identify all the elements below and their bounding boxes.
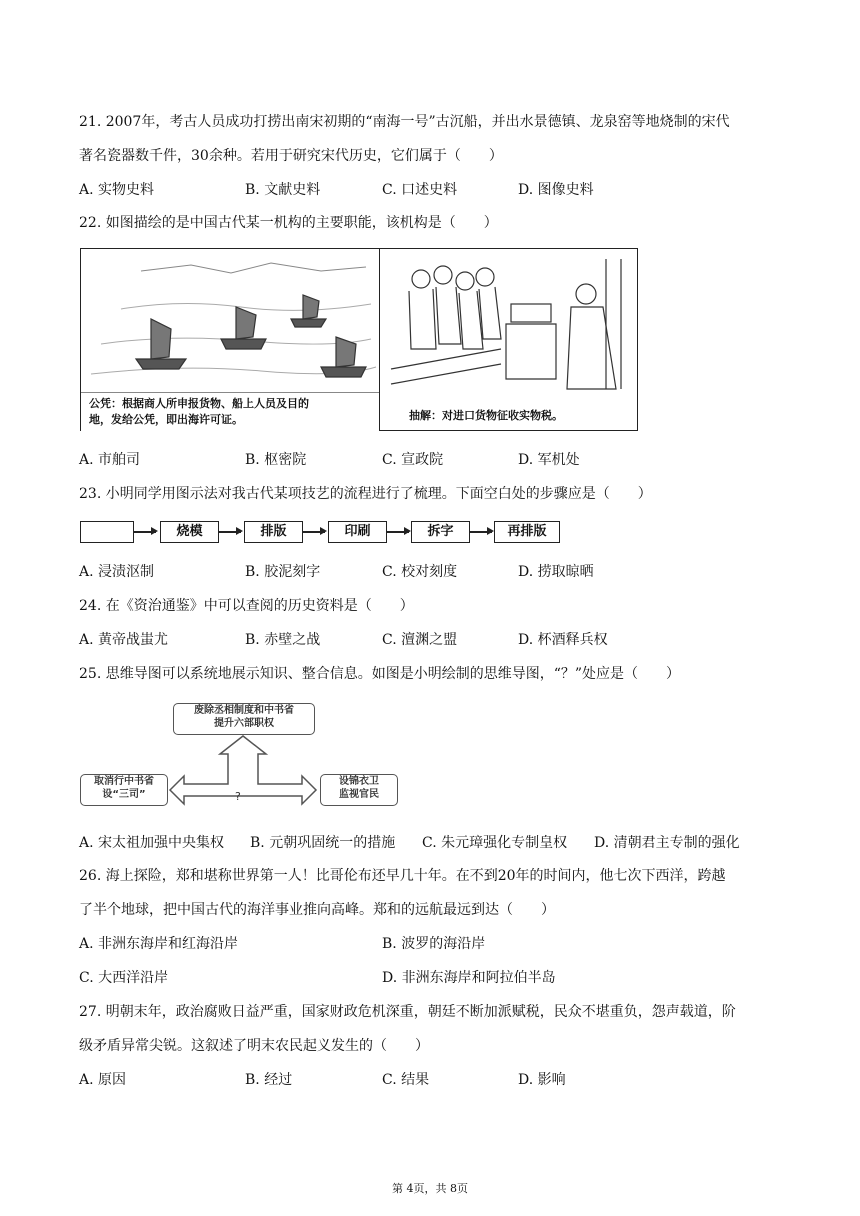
flow-step-shaomo: 烧模: [160, 521, 219, 543]
q26-option-c: C. 大西洋沿岸: [79, 970, 169, 986]
officials-drawing: [381, 249, 637, 394]
q23-stem: 23. 小明同学用图示法对我古代某项技艺的流程进行了梳理。下面空白处的步骤应是（ ）: [79, 486, 652, 502]
q21-option-a: A. 实物史料: [79, 182, 155, 198]
q22-stem: 22. 如图描绘的是中国古代某一机构的主要职能，该机构是（ ）: [79, 215, 498, 231]
flow-arrow: [387, 531, 409, 533]
q26-stem-line2: 了半个地球，把中国古代的海洋事业推向高峰。郑和的远航最远到达（ ）: [79, 902, 555, 918]
q24-option-c: C. 澶渊之盟: [382, 632, 458, 648]
flow-arrow: [134, 531, 156, 533]
flow-step-yinshua: 印刷: [328, 521, 387, 543]
flow-arrow: [219, 531, 241, 533]
q22-option-a: A. 市舶司: [79, 452, 141, 468]
mindmap-top-node: 废除丞相制度和中书省 提升六部职权: [173, 703, 315, 735]
flow-step-paiban: 排版: [244, 521, 303, 543]
q23-option-a: A. 浸渍沤制: [79, 564, 155, 580]
q21-stem-line2: 著名瓷器数千件，30余种。若用于研究宋代历史，它们属于（ ）: [79, 148, 503, 164]
q24-stem: 24. 在《资治通鉴》中可以查阅的历史资料是（ ）: [79, 598, 414, 614]
q23-option-d: D. 捞取晾晒: [518, 564, 594, 580]
q22-option-b: B. 枢密院: [245, 452, 307, 468]
q23-option-b: B. 胶泥刻字: [245, 564, 321, 580]
flow-step-chaizi: 拆字: [411, 521, 470, 543]
left-caption-line2: 地，发给公凭，即出海许可证。: [89, 413, 243, 426]
q22-figure: [80, 248, 638, 431]
q27-stem-line1: 27. 明朝末年，政治腐败日益严重，国家财政危机深重，朝廷不断加派赋税，民众不堪重负，怨声载道，阶: [79, 1004, 736, 1020]
q27-option-a: A. 原因: [79, 1072, 127, 1088]
mindmap-arrows: [80, 700, 420, 812]
flow-arrow: [303, 531, 325, 533]
mindmap-left-node: 取消行中书省 设“三司”: [80, 774, 168, 806]
q23-option-c: C. 校对刻度: [382, 564, 458, 580]
q21-option-d: D. 图像史料: [518, 182, 594, 198]
ships-drawing: [81, 249, 379, 392]
q21-option-b: B. 文献史料: [245, 182, 321, 198]
page-footer: 第 4页，共 8页: [392, 1182, 468, 1195]
q25-stem: 25. 思维导图可以系统地展示知识、整合信息。如图是小明绘制的思维导图，“？”处应是（ ）: [79, 666, 681, 682]
tax-illustration: [381, 249, 637, 430]
q25-option-d: D. 清朝君主专制的强化: [594, 835, 740, 851]
q25-option-a: A. 宋太祖加强中央集权: [79, 835, 225, 851]
q27-option-d: D. 影响: [518, 1072, 566, 1088]
q26-stem-line1: 26. 海上探险，郑和堪称世界第一人！比哥伦布还早几十年。在不到20年的时间内，他七次下西洋，跨越: [79, 868, 726, 884]
q27-option-c: C. 结果: [382, 1072, 430, 1088]
q25-option-b: B. 元朝巩固统一的措施: [250, 835, 396, 851]
q26-option-b: B. 波罗的海沿岸: [382, 936, 486, 952]
q26-option-d: D. 非洲东海岸和阿拉伯半岛: [382, 970, 556, 986]
mindmap-right-node: 设锦衣卫 监视官民: [320, 774, 398, 806]
q21-stem-line1: 21. 2007年，考古人员成功打捞出南宋初期的“南海一号”古沉船，并出水景德镇、龙泉窑等地烧制的宋代: [79, 114, 730, 130]
flow-arrow: [470, 531, 492, 533]
q27-option-b: B. 经过: [245, 1072, 293, 1088]
flow-step-zaipaiban: 再排版: [494, 521, 560, 543]
q24-option-a: A. 黄帝战蚩尤: [79, 632, 169, 648]
q25-mindmap: [80, 700, 420, 812]
flow-step-blank: [80, 521, 134, 543]
right-caption: 抽解：对进口货物征收实物税。: [409, 409, 563, 422]
mindmap-question-mark: ?: [235, 790, 241, 803]
q21-option-c: C. 口述史料: [382, 182, 458, 198]
q24-option-b: B. 赤壁之战: [245, 632, 321, 648]
q26-option-a: A. 非洲东海岸和红海沿岸: [79, 936, 239, 952]
left-caption-line1: 公凭：根据商人所申报货物、船上人员及目的: [89, 397, 309, 410]
q22-option-c: C. 宣政院: [382, 452, 444, 468]
q24-option-d: D. 杯酒释兵权: [518, 632, 608, 648]
q25-option-c: C. 朱元璋强化专制皇权: [422, 835, 568, 851]
q27-stem-line2: 级矛盾异常尖锐。这叙述了明末农民起义发生的（ ）: [79, 1038, 429, 1054]
q22-option-d: D. 军机处: [518, 452, 580, 468]
